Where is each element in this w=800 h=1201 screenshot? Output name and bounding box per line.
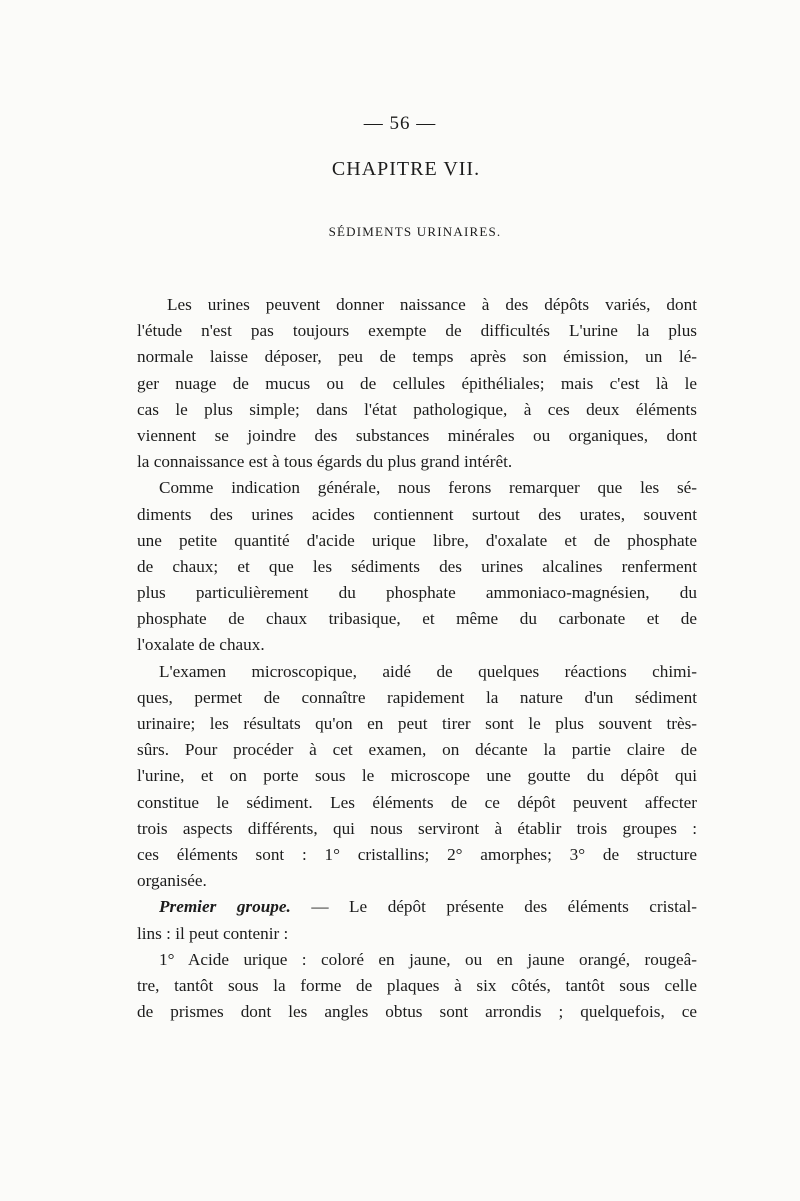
text-line: sûrs. Pour procéder à cet examen, on décante la partie claire de — [137, 740, 697, 760]
text-line: de prismes dont les angles obtus sont arrondis ; quelquefois, ce — [137, 1002, 697, 1022]
text-line: 1° Acide urique : coloré en jaune, ou en jaune orangé, rougeâ- — [159, 949, 697, 969]
text-line: urinaire; les résultats qu'on en peut tirer sont le plus souvent très- — [137, 714, 697, 733]
text-line: viennent se joindre des substances minérales ou organiques, dont — [137, 425, 697, 445]
text-line: cas le plus simple; dans l'état pathologique, à ces deux éléments — [137, 399, 697, 419]
text-line: normale laisse déposer, peu de temps après son émission, un lé- — [137, 347, 697, 367]
text-line: une petite quantité d'acide urique libre, d'oxalate et de phosphate — [137, 530, 697, 550]
text-line: trois aspects différents, qui nous serviront à établir trois groupes : — [137, 818, 697, 838]
text-line: diments des urines acides contiennent surtout des urates, souvent — [137, 504, 697, 524]
text-line: Comme indication générale, nous ferons remarquer que les sé- — [159, 478, 697, 498]
text-line: phosphate de chaux tribasique, et même du carbonate et de — [137, 609, 697, 629]
text-line: la connaissance est à tous égards du plus grand intérêt. — [137, 452, 513, 472]
text-line: ques, permet de connaître rapidement la nature d'un sédiment — [137, 687, 697, 707]
text-line: organisée. — [137, 871, 207, 891]
premier-groupe-label: Premier groupe. — [159, 897, 291, 917]
text-line: de chaux; et que les sédiments des urines alcalines renferment — [137, 556, 697, 576]
page-number: — 56 — — [363, 113, 437, 134]
text-line: tre, tantôt sous la forme de plaques à six côtés, tantôt sous celle — [137, 975, 697, 995]
chapter-title: CHAPITRE VII. — [331, 158, 481, 180]
text-line: L'examen microscopique, aidé de quelques réactions chimi- — [159, 661, 697, 681]
text-line: l'oxalate de chaux. — [137, 635, 265, 655]
text-line: constitue le sédiment. Les éléments de ce dépôt peuvent affecter — [137, 792, 697, 812]
section-title: SÉDIMENTS URINAIRES. — [328, 224, 502, 239]
text-line: l'urine, et on porte sous le microscope une goutte du dépôt qui — [137, 766, 697, 786]
text-line: Les urines peuvent donner naissance à des dépôts variés, dont — [167, 295, 697, 314]
text-line: plus particulièrement du phosphate ammoniaco-magnésien, du — [137, 583, 697, 603]
text-line: l'étude n'est pas toujours exempte de difficultés L'urine la plus — [137, 321, 697, 341]
body-text — [137, 292, 697, 1025]
premier-groupe-text: — Le dépôt présente des éléments cristal- — [311, 897, 698, 917]
text-line: ces éléments sont : 1° cristallins; 2° amorphes; 3° de structure — [137, 844, 697, 864]
text-line-premier-groupe — [137, 894, 697, 920]
text-line: ger nuage de mucus ou de cellules épithéliales; mais c'est là le — [137, 373, 697, 393]
text-line: lins : il peut contenir : — [137, 923, 289, 943]
